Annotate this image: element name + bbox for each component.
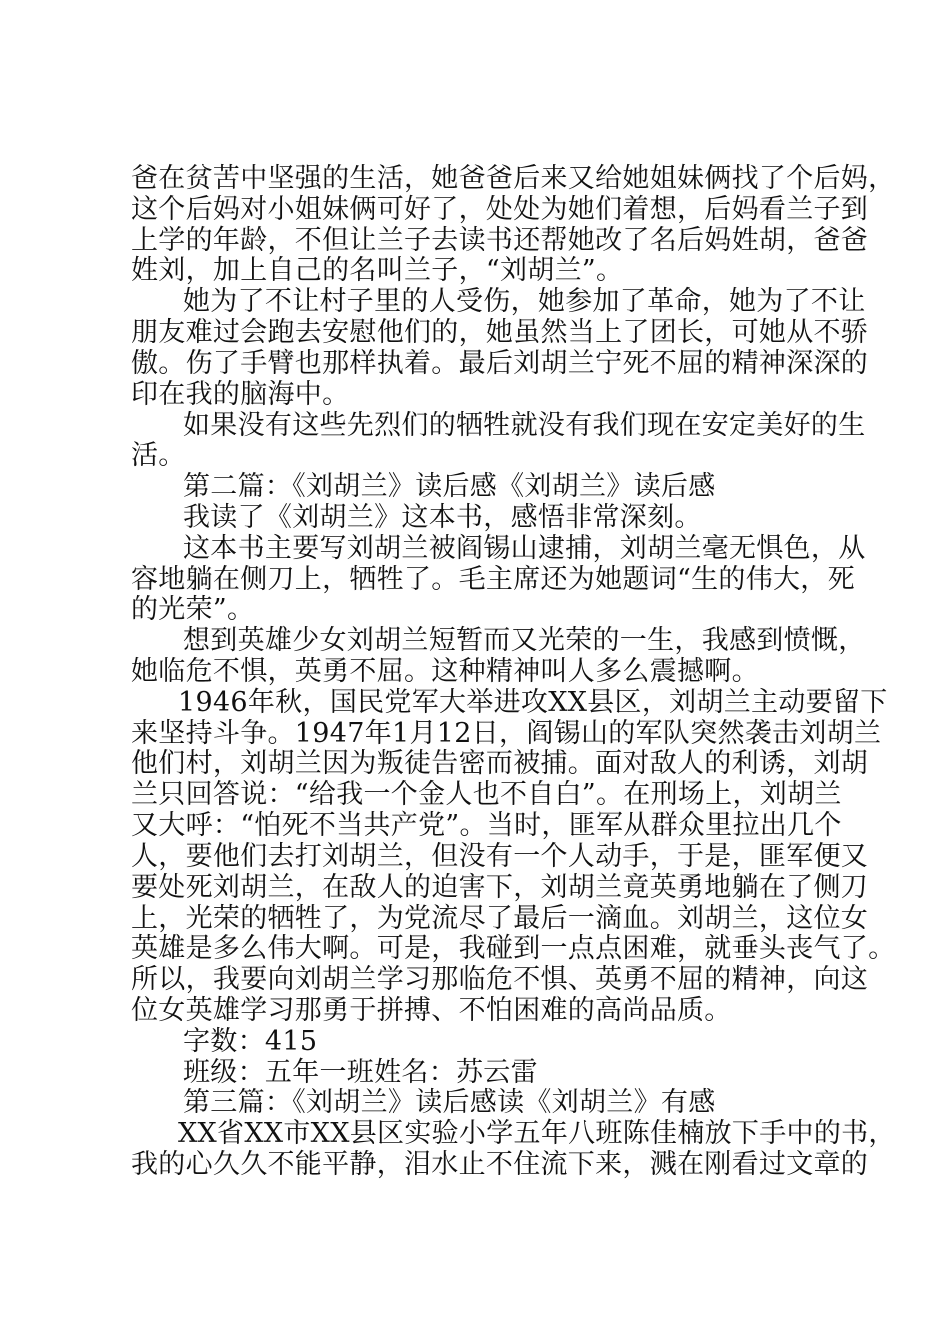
text-line: 这本书主要写刘胡兰被阎锡山逮捕，刘胡兰毫无惧色，从 bbox=[183, 533, 866, 564]
text-line: 位女英雄学习那勇于拼搏、不怕困难的高尚品质。 bbox=[131, 995, 732, 1026]
text-line: 他们村，刘胡兰因为叛徒告密而被捕。面对敌人的利诱，刘胡 bbox=[131, 748, 869, 779]
text-line: 上学的年龄，不但让兰子去读书还帮她改了名后妈姓胡，爸爸 bbox=[131, 225, 869, 256]
word-count: 字数：415 bbox=[183, 1026, 318, 1057]
text-line: 她临危不惧，英勇不屈。这种精神叫人多么震撼啊。 bbox=[131, 656, 759, 687]
text-line: 想到英雄少女刘胡兰短暂而又光荣的一生，我感到愤慨， bbox=[183, 625, 866, 656]
text-line: 英雄是多么伟大啊。可是，我碰到一点点困难，就垂头丧气了。 bbox=[131, 933, 896, 964]
text-line: 活。 bbox=[131, 440, 186, 471]
text-line: 如果没有这些先烈们的牺牲就没有我们现在安定美好的生 bbox=[183, 410, 866, 441]
text-line: 我读了《刘胡兰》这本书，感悟非常深刻。 bbox=[183, 502, 702, 533]
text-line: 兰只回答说：“给我一个金人也不自白”。在刑场上，刘胡兰 bbox=[131, 779, 842, 810]
text-line: 要处死刘胡兰，在敌人的迫害下，刘胡兰竟英勇地躺在了侧刀 bbox=[131, 872, 869, 903]
text-line: 又大呼：“怕死不当共产党”。当时，匪军从群众里拉出几个 bbox=[131, 810, 842, 841]
text-line: 爸在贫苦中坚强的生活，她爸爸后来又给她姐妹俩找了个后妈， bbox=[131, 163, 896, 194]
text-line: 来坚持斗争。1947年1月12日，阎锡山的军队突然袭击刘胡兰 bbox=[131, 718, 882, 749]
class-and-name: 班级：五年一班姓名：苏云雷 bbox=[183, 1057, 538, 1088]
section-heading: 第三篇：《刘胡兰》读后感读《刘胡兰》有感 bbox=[183, 1087, 716, 1118]
section-heading: 第二篇：《刘胡兰》读后感《刘胡兰》读后感 bbox=[183, 471, 716, 502]
text-line: 傲。伤了手臂也那样执着。最后刘胡兰宁死不屈的精神深深的 bbox=[131, 348, 869, 379]
text-line: 朋友难过会跑去安慰他们的，她虽然当上了团长，可她从不骄 bbox=[131, 317, 869, 348]
text-line: 1946年秋，国民党军大举进攻XX县区，刘胡兰主动要留下 bbox=[178, 687, 888, 718]
text-line: 所以，我要向刘胡兰学习那临危不惧、英勇不屈的精神，向这 bbox=[131, 964, 869, 995]
text-line: 上，光荣的牺牲了，为党流尽了最后一滴血。刘胡兰，这位女 bbox=[131, 903, 869, 934]
text-line: 她为了不让村子里的人受伤，她参加了革命，她为了不让 bbox=[183, 286, 866, 317]
text-line: 人，要他们去打刘胡兰，但没有一个人动手，于是，匪军便又 bbox=[131, 841, 869, 872]
text-line: 这个后妈对小姐妹俩可好了，处处为她们着想，后妈看兰子到 bbox=[131, 194, 869, 225]
text-line: 姓刘，加上自己的名叫兰子，“刘胡兰”。 bbox=[131, 255, 624, 286]
text-line: 容地躺在侧刀上，牺牲了。毛主席还为她题词“生的伟大，死 bbox=[131, 564, 855, 595]
text-line: 印在我的脑海中。 bbox=[131, 379, 350, 410]
text-line: 我的心久久不能平静，泪水止不住流下来，溅在刚看过文章的 bbox=[131, 1149, 869, 1180]
text-line: XX省XX市XX县区实验小学五年八班陈佳楠放下手中的书， bbox=[178, 1118, 896, 1149]
text-line: 的光荣”。 bbox=[131, 594, 255, 625]
